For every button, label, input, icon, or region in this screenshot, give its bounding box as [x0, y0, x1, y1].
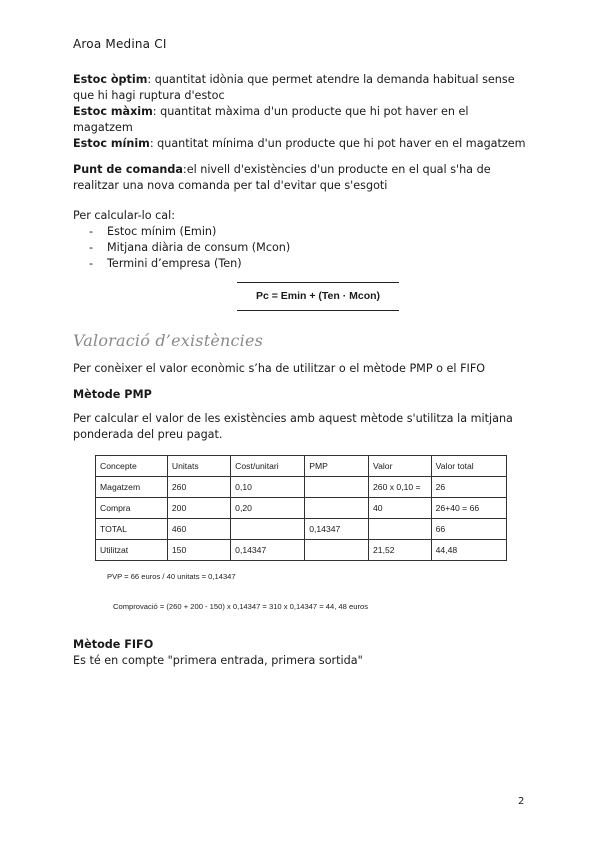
- table-row: [96, 477, 507, 498]
- table-cell: [369, 519, 432, 540]
- table-row: [96, 540, 507, 561]
- table-cell: 40: [369, 498, 432, 519]
- list-item: - Termini d’empresa (Ten): [89, 256, 528, 272]
- definition-term: Punt de comanda: [73, 163, 183, 176]
- table-cell: 26: [431, 477, 506, 498]
- column-header: Valor: [369, 456, 432, 477]
- table-cell: 66: [431, 519, 506, 540]
- calc-list: [73, 224, 528, 272]
- pmp-heading: Mètode PMP: [73, 388, 152, 401]
- table-cell: 260: [167, 477, 230, 498]
- pmp-note-check: Comprovació = (260 + 200 - 150) x 0,14347 = 310 x 0,14347 = 44, 48 euros: [113, 602, 368, 611]
- table-cell: [305, 540, 369, 561]
- definition-max-stock: [73, 104, 528, 136]
- table-row: [96, 498, 507, 519]
- table-cell: 460: [167, 519, 230, 540]
- table-row: [96, 519, 507, 540]
- column-header: Valor total: [431, 456, 506, 477]
- page-header-author: Aroa Medina CI: [73, 37, 167, 51]
- table-cell: Compra: [96, 498, 168, 519]
- column-header: PMP: [305, 456, 369, 477]
- fifo-heading: Mètode FIFO: [73, 638, 154, 651]
- page-content: [73, 72, 528, 669]
- pmp-text: Per calcular el valor de les existències amb aquest mètode s'utilitza la mitjana ponderada del preu pagat.: [73, 412, 513, 441]
- table-cell: 21,52: [369, 540, 432, 561]
- fifo-text: Es té en compte "primera entrada, primera sortida": [73, 654, 363, 667]
- column-header: Concepte: [96, 456, 168, 477]
- table-cell: 260 x 0,10 =: [369, 477, 432, 498]
- definition-term: Estoc òptim: [73, 73, 148, 86]
- definition-term: Estoc màxim: [73, 105, 153, 118]
- table-cell: 0,14347: [231, 540, 305, 561]
- definition-text: :el nivell d'existències d'un producte en el qual s'ha de realitzar una nova comanda per tal d'evitar que s'esgoti: [73, 163, 491, 192]
- table-cell: TOTAL: [96, 519, 168, 540]
- table-cell: [305, 498, 369, 519]
- definition-text: : quantitat idònia que permet atendre la demanda habitual sense que hi hagi ruptura d'estoc: [73, 73, 515, 102]
- definition-text: : quantitat màxima d'un producte que hi pot haver en el magatzem: [73, 105, 469, 134]
- definition-optimal-stock: [73, 72, 528, 104]
- formula-box: Pc = Emin + (Ten · Mcon): [237, 282, 399, 311]
- list-item: - Estoc mínim (Emin): [89, 224, 528, 240]
- table-cell: Magatzem: [96, 477, 168, 498]
- definition-min-stock: [73, 136, 528, 152]
- table-cell: 0,10: [231, 477, 305, 498]
- table-cell: [305, 477, 369, 498]
- pmp-note-price: PVP = 66 euros / 40 unitats = 0,14347: [107, 572, 236, 581]
- table-cell: 26+40 = 66: [431, 498, 506, 519]
- section-title: Valoració d’existències: [73, 331, 264, 350]
- definition-term: Estoc mínim: [73, 137, 150, 150]
- definition-order-point: [73, 162, 528, 194]
- table-cell: 150: [167, 540, 230, 561]
- table-cell: 0,14347: [305, 519, 369, 540]
- table-cell: Utilitzat: [96, 540, 168, 561]
- calc-intro: Per calcular-lo cal:: [73, 209, 176, 222]
- page-number: 2: [518, 796, 525, 807]
- column-header: Cost/unitari: [231, 456, 305, 477]
- column-header: Unitats: [167, 456, 230, 477]
- table-header-row: [96, 456, 507, 477]
- pmp-table: [95, 455, 507, 561]
- section-intro: Per conèixer el valor econòmic s’ha de utilitzar o el mètode PMP o el FIFO: [73, 362, 486, 375]
- table-cell: [231, 519, 305, 540]
- table-cell: 0,20: [231, 498, 305, 519]
- definition-text: : quantitat mínima d'un producte que hi pot haver en el magatzem: [149, 137, 526, 150]
- table-cell: 44,48: [431, 540, 506, 561]
- list-item: - Mitjana diària de consum (Mcon): [89, 240, 528, 256]
- table-cell: 200: [167, 498, 230, 519]
